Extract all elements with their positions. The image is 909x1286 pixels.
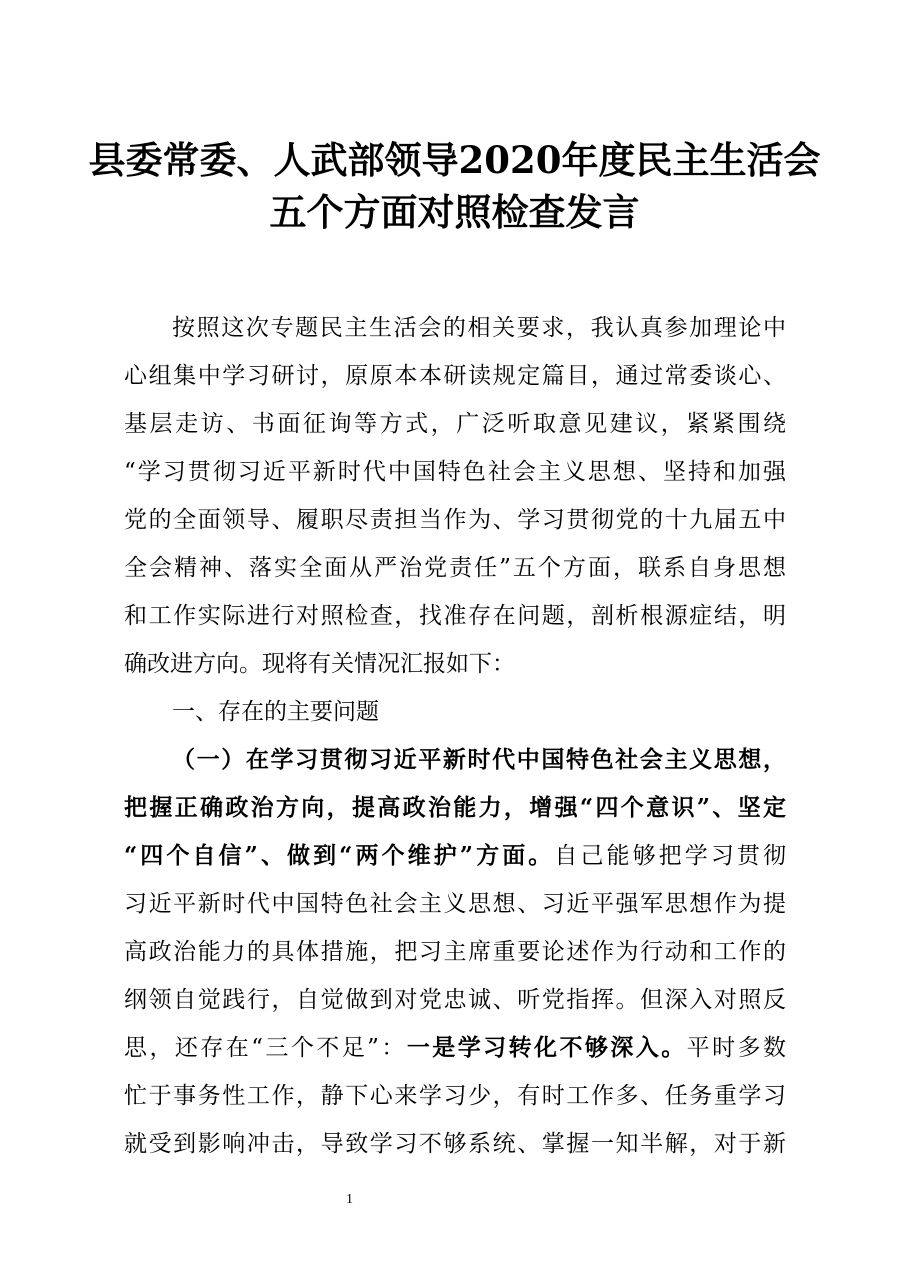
paragraph-text: 自己能够把学习贯彻 <box>554 843 786 869</box>
paragraph-line <box>124 1024 786 1072</box>
paragraph-line: 党的全面领导、履职尽责担当作为、学习贯彻党的十九届五中 <box>124 507 786 533</box>
paragraph-line: 按照这次专题民主生活会的相关要求，我认真参加理论中 <box>172 315 786 341</box>
paragraph-line: 心组集中学习研讨，原原本本研读规定篇目，通过常委谈心、 <box>124 363 786 389</box>
subsection-heading-tail: “四个自信”、做到“两个维护”方面。 <box>124 842 555 869</box>
paragraph-line: 全会精神、落实全面从严治党责任”五个方面，联系自身思想 <box>124 555 786 581</box>
paragraph-line: 就受到影响冲击，导致学习不够系统、掌握一知半解，对于新 <box>124 1131 786 1157</box>
page-number: 1 <box>346 1192 353 1207</box>
point-heading: 一是学习转化不够深入。 <box>406 1034 687 1061</box>
subsection-heading-line: 把握正确政治方向，提高政治能力，增强“四个意识”、坚定 <box>124 794 786 821</box>
paragraph-line: 纲领自觉践行，自觉做到对党忠诚、听党指挥。但深入对照反 <box>124 987 786 1013</box>
paragraph-text: 平时多数 <box>686 1035 786 1061</box>
paragraph-line: “学习贯彻习近平新时代中国特色社会主义思想、坚持和加强 <box>124 459 786 485</box>
document-title-line-1: 县委常委、人武部领导2020年度民主生活会 <box>88 138 821 182</box>
paragraph-text: 思，还存在“三个不足”： <box>124 1035 407 1061</box>
paragraph-line: 忙于事务性工作，静下心来学习少，有时工作多、任务重学习 <box>124 1083 786 1109</box>
paragraph-line: 基层走访、书面征询等方式，广泛听取意见建议，紧紧围绕 <box>124 411 786 437</box>
paragraph-line: 高政治能力的具体措施，把习主席重要论述作为行动和工作的 <box>124 939 786 965</box>
paragraph-line: 确改进方向。现将有关情况汇报如下： <box>124 651 515 677</box>
document-body <box>124 304 786 1168</box>
paragraph-line <box>124 832 786 880</box>
subsection-heading-line: （一）在学习贯彻习近平新时代中国特色社会主义思想， <box>172 746 786 773</box>
section-heading: 一、存在的主要问题 <box>172 699 379 725</box>
paragraph-line: 习近平新时代中国特色社会主义思想、习近平强军思想作为提 <box>124 891 786 917</box>
paragraph-line: 和工作实际进行对照检查，找准存在问题，剖析根源症结，明 <box>124 603 786 629</box>
document-title-line-2: 五个方面对照检查发言 <box>269 190 640 234</box>
